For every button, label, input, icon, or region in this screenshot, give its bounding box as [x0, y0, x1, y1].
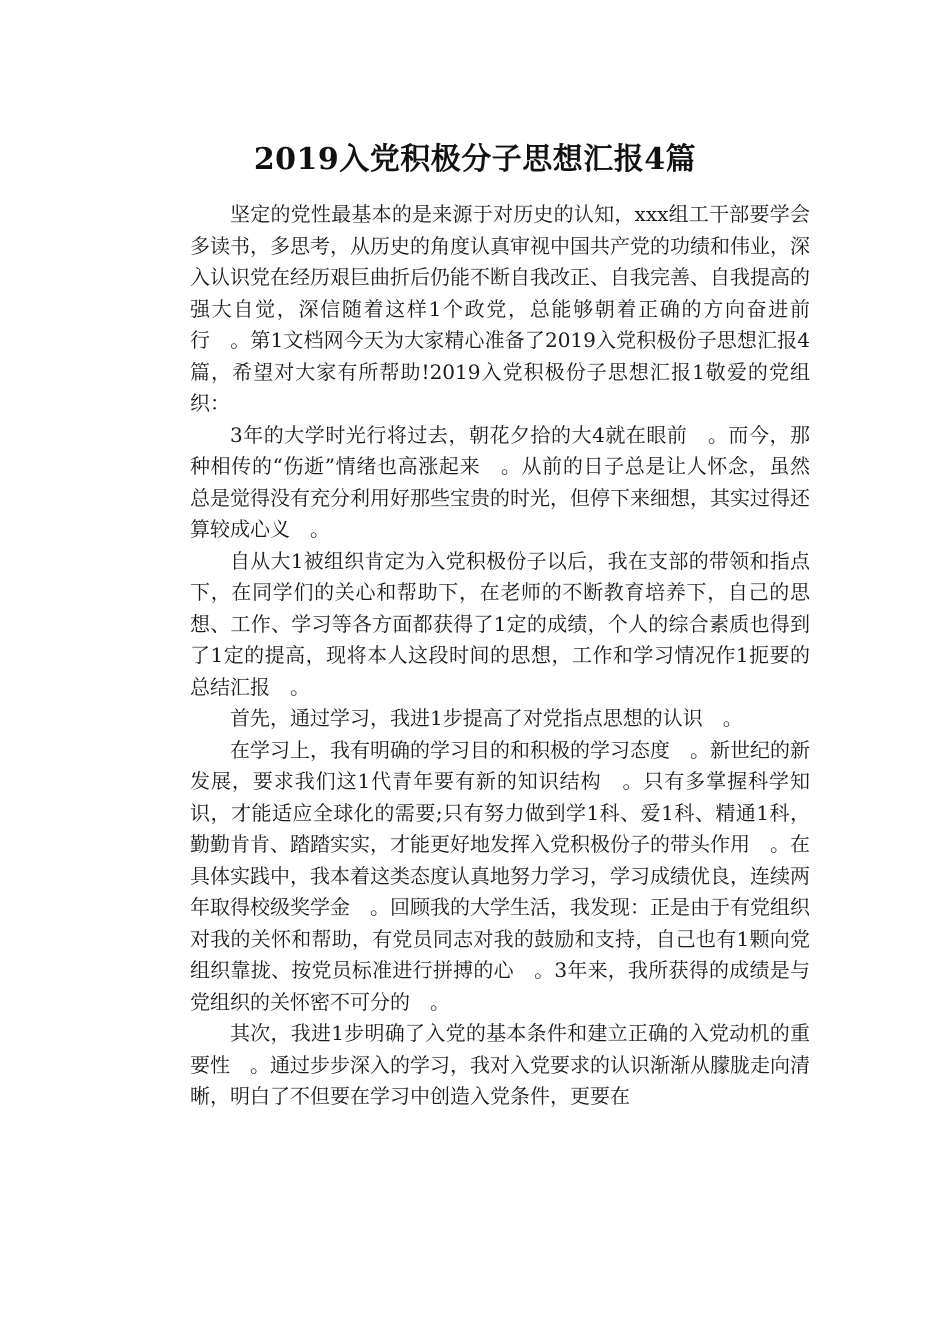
paragraph: 首先，通过学习，我进1步提高了对党指点思想的认识 。 — [230, 706, 743, 730]
paragraph: 坚定的党性最基本的是来源于对历史的认知，xxx组工干部要学会多读书，多思考，从历史的角度认真审视中国共产党的功绩和伟业，深入认识党在经历艰巨曲折后仍能不断自我改正、自我完善、自我提高的强大自觉，深信随着这样1个政党，总能够朝着正确的方向奋进前行 。第1文档网今天为大家精心准备了2019入党积极份子思想汇报4篇，希望对大家有所帮助!2019入党积极份子思想汇报1敬爱的党组织： — [190, 202, 810, 415]
document-body — [190, 199, 810, 1113]
document-title: 2019入党积极分子思想汇报4篇 — [253, 142, 697, 178]
paragraph: 3年的大学时光行将过去，朝花夕拾的大4就在眼前 。而今，那种相传的“伤逝”情绪也高涨起来 。从前的日子总是让人怀念，虽然总是觉得没有充分利用好那些宝贵的时光，但停下来细想，其实过得还算较成心义 。 — [190, 422, 810, 541]
paragraph: 在学习上，我有明确的学习目的和积极的学习态度 。新世纪的新发展，要求我们这1代青年要有新的知识结构 。只有多掌握科学知识，才能适应全球化的需要;只有努力做到学1科、爱1科、精通1科，勤勤肯肯、踏踏实实，才能更好地发挥入党积极份子的带头作用 。在具体实践中，我本着这类态度认真地努力学习，学习成绩优良，连续两年取得校级奖学金 。回顾我的大学生活，我发现：正是由于有党组织对我的关怀和帮助，有党员同志对我的鼓励和支持，自己也有1颗向党组织靠拢、按党员标准进行拼搏的心 。3年来，我所获得的成绩是与党组织的关怀密不可分的 。 — [190, 737, 810, 1014]
paragraph: 其次，我进1步明确了入党的基本条件和建立正确的入党动机的重要性 。通过步步深入的学习，我对入党要求的认识渐渐从朦胧走向清晰，明白了不但要在学习中创造入党条件，更要在 — [190, 1021, 810, 1108]
paragraph: 自从大1被组织肯定为入党积极份子以后，我在支部的带领和指点下，在同学们的关心和帮助下，在老师的不断教育培养下，自己的思想、工作、学习等各方面都获得了1定的成绩，个人的综合素质也得到了1定的提高，现将本人这段时间的思想，工作和学习情况作1扼要的总结汇报 。 — [190, 548, 810, 699]
